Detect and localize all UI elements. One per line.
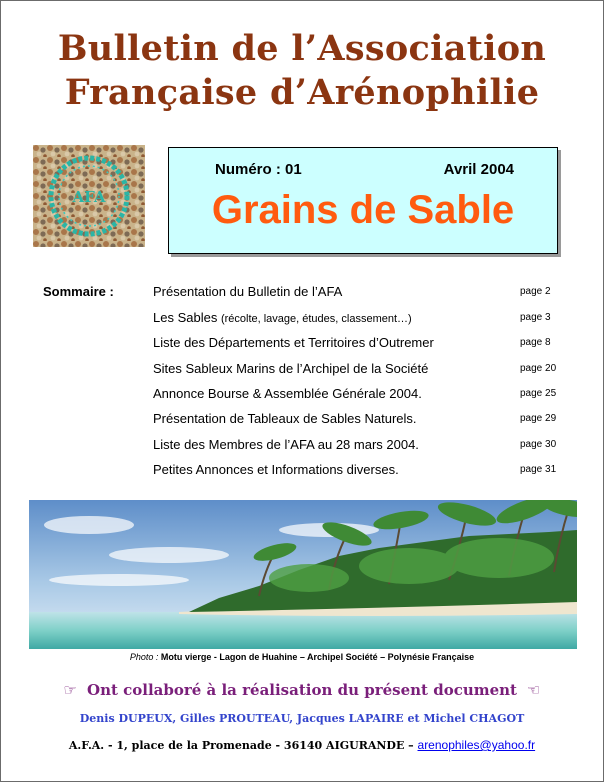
toc-item-title: Liste des Départements et Territoires d’Outremer bbox=[153, 335, 434, 350]
title-line-2: Française d’Arénophilie bbox=[64, 72, 540, 113]
lagoon-photo bbox=[29, 500, 577, 649]
sand-grains-logo-icon bbox=[33, 145, 145, 247]
toc-item-title: Sites Sableux Marins de l’Archipel de la Société bbox=[153, 361, 429, 376]
toc-item-title: Petites Annonces et Informations diverses. bbox=[153, 462, 399, 477]
email-link[interactable]: arenophiles@yahoo.fr bbox=[417, 738, 536, 752]
toc-item-title: Annonce Bourse & Assemblée Générale 2004. bbox=[153, 386, 422, 401]
toc-item-page: page 8 bbox=[520, 337, 551, 348]
toc-item-page: page 20 bbox=[520, 363, 557, 374]
title-line-1: Bulletin de l’Association bbox=[57, 28, 547, 69]
toc-item-title: Liste des Membres de l’AFA au 28 mars 2004. bbox=[153, 437, 419, 452]
toc-item bbox=[153, 462, 573, 482]
toc-item bbox=[153, 310, 573, 330]
pointing-hand-right-icon: ☞ bbox=[63, 681, 77, 699]
toc-item bbox=[153, 411, 573, 431]
address-text: A.F.A. - 1, place de la Promenade - 36140 AIGURANDE – bbox=[68, 739, 418, 752]
magazine-name: Grains de Sable bbox=[211, 188, 515, 232]
toc-label: Sommaire : bbox=[43, 284, 114, 299]
toc-item bbox=[153, 335, 573, 355]
toc-item bbox=[153, 386, 573, 406]
toc-item-title: Présentation de Tableaux de Sables Naturels. bbox=[153, 411, 417, 426]
photo-caption-label: Photo : bbox=[129, 652, 161, 662]
postal-address bbox=[1, 738, 603, 752]
toc-item bbox=[153, 437, 573, 457]
collaboration-heading bbox=[1, 681, 603, 699]
toc-item-page: page 30 bbox=[520, 439, 557, 450]
issue-number: Numéro : 01 bbox=[215, 161, 302, 178]
issue-header-box bbox=[168, 147, 558, 254]
toc-item-title: Les Sables bbox=[153, 310, 221, 325]
logo-text: AFA bbox=[72, 188, 106, 206]
photo-caption bbox=[1, 652, 603, 662]
pointing-hand-left-icon: ☜ bbox=[526, 681, 541, 699]
toc-item-page: page 25 bbox=[520, 388, 557, 399]
collaboration-text: Ont collaboré à la réalisation du présent document bbox=[87, 681, 517, 699]
authors-list: Denis DUPEUX, Gilles PROUTEAU, Jacques LAPAIRE et Michel CHAGOT bbox=[79, 712, 525, 725]
toc-item-page: page 31 bbox=[520, 464, 557, 475]
toc-item-page: page 3 bbox=[520, 312, 551, 323]
toc-item-title: Présentation du Bulletin de l’AFA bbox=[153, 284, 343, 299]
photo-caption-text: Motu vierge - Lagon de Huahine – Archipel Société – Polynésie Française bbox=[160, 652, 475, 662]
issue-date: Avril 2004 bbox=[443, 161, 514, 178]
toc-item bbox=[153, 284, 573, 304]
toc-item bbox=[153, 361, 573, 381]
toc-item-page: page 29 bbox=[520, 413, 557, 424]
toc-item-page: page 2 bbox=[520, 286, 551, 297]
toc-item-note: (récolte, lavage, études, classement…) bbox=[220, 313, 412, 325]
bulletin-title bbox=[1, 27, 603, 115]
